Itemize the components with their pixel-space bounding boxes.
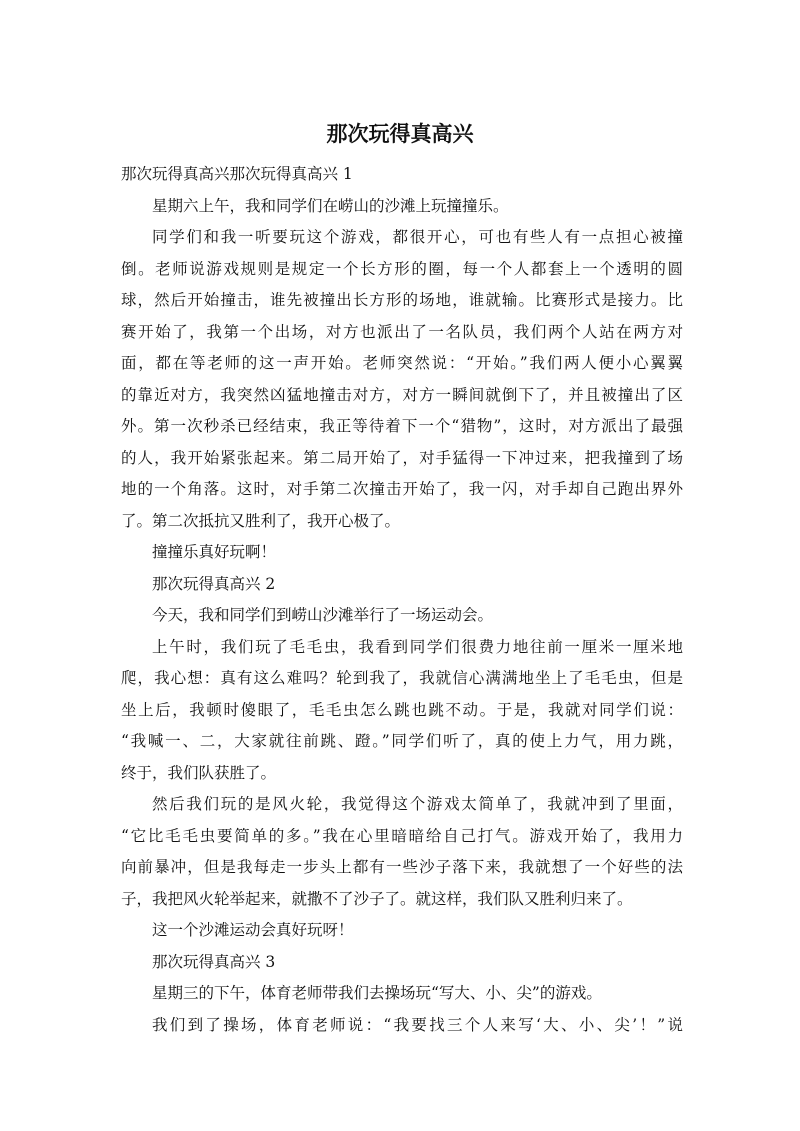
text-line: 撞撞乐真好玩啊！ <box>152 543 277 561</box>
text-line: 了。第二次抵抗又胜利了，我开心极了。 <box>121 511 401 530</box>
text-line: 地的一个角落。这时，对手第二次撞击开始了，我一闪，对手却自己跑出界外 <box>121 480 683 498</box>
text-line: 的靠近对方，我突然凶猛地撞击对方，对方一瞬间就倒下了，并且被撞出了区 <box>121 385 683 404</box>
text-line: 星期三的下午，体育老师带我们去操场玩“写大、小、尖”的游戏。 <box>152 984 602 1002</box>
text-line: 坐上后，我顿时傻眼了，毛毛虫怎么跳也跳不动。于是，我就对同学们说： <box>121 700 683 719</box>
text-line: 向前暴冲，但是我每走一步头上都有一些沙子落下来，我就想了一个好些的法 <box>121 858 683 876</box>
text-line: 的人，我开始紧张起来。第二局开始了，对手猛得一下冲过来，把我撞到了场 <box>121 448 683 467</box>
text-line: 赛开始了，我第一个出场，对方也派出了一名队员，我们两个人站在两方对 <box>121 322 683 341</box>
text-line: 我们到了操场，体育老师说：“我要找三个人来写‘大、小、尖’！”说 <box>152 1015 683 1034</box>
text-line: 然后我们玩的是风火轮，我觉得这个游戏太简单了，我就冲到了里面， <box>152 795 683 813</box>
text-line: 子，我把风火轮举起来，就撒不了沙子了。就这样，我们队又胜利归来了。 <box>121 889 633 908</box>
text-line: 那次玩得真高兴那次玩得真高兴 1 <box>121 165 353 183</box>
document-title: 那次玩得真高兴 <box>326 122 474 146</box>
text-line: 倒。老师说游戏规则是规定一个长方形的圈，每一个人都套上一个透明的圆 <box>121 259 683 278</box>
text-line: 爬，我心想：真有这么难吗？轮到我了，我就信心满满地坐上了毛毛虫，但是 <box>121 669 683 687</box>
text-line: 这一个沙滩运动会真好玩呀！ <box>152 921 354 939</box>
text-line: 那次玩得真高兴 2 <box>152 574 276 593</box>
text-line: “它比毛毛虫要简单的多。”我在心里暗暗给自己打气。游戏开始了，我用力 <box>121 826 683 845</box>
text-line: 终于，我们队获胜了。 <box>121 763 277 782</box>
text-line: 今天，我和同学们到崂山沙滩举行了一场运动会。 <box>152 606 494 624</box>
text-line: 星期六上午，我和同学们在崂山的沙滩上玩撞撞乐。 <box>152 196 509 215</box>
text-line: “我喊一、二，大家就往前跳、蹬。”同学们听了，真的使上力气，用力跳， <box>121 732 683 750</box>
text-line: 球，然后开始撞击，谁先被撞出长方形的场地，谁就输。比赛形式是接力。比 <box>121 291 683 309</box>
text-line: 外。第一次秒杀已经结束，我正等待着下一个“猎物”，这时，对方派出了最强 <box>121 417 683 435</box>
text-line: 同学们和我一听要玩这个游戏，都很开心，可也有些人有一点担心被撞 <box>152 228 683 246</box>
document-body <box>121 159 683 1041</box>
text-line: 那次玩得真高兴 3 <box>152 952 276 971</box>
text-line: 面，都在等老师的这一声开始。老师突然说：“开始。”我们两人便小心翼翼 <box>121 354 683 372</box>
text-line: 上午时，我们玩了毛毛虫，我看到同学们很费力地往前一厘米一厘米地 <box>152 637 683 656</box>
